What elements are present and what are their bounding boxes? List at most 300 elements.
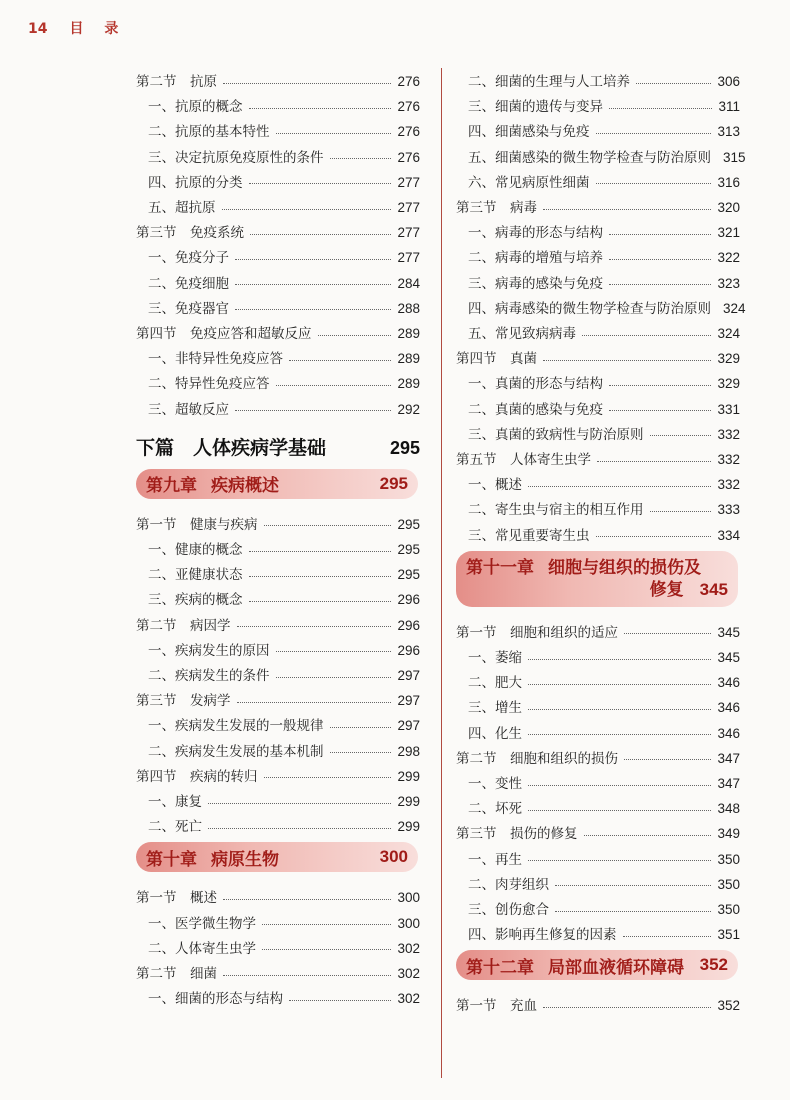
toc-subsection[interactable] xyxy=(456,146,746,166)
entry-page-number: 348 xyxy=(717,801,740,817)
toc-subsection[interactable] xyxy=(456,70,740,90)
leader-dots xyxy=(609,410,711,411)
toc-row xyxy=(456,994,740,1014)
entry-page-number: 322 xyxy=(717,250,740,266)
entry-page-number: 284 xyxy=(397,275,420,291)
leader-dots xyxy=(528,684,711,685)
toc-section[interactable] xyxy=(456,621,740,641)
entry-title: 三、细菌的遗传与变异 xyxy=(468,99,603,116)
leader-dots xyxy=(543,209,711,210)
toc-row xyxy=(136,614,420,634)
leader-dots xyxy=(249,576,392,577)
leader-dots xyxy=(650,435,712,436)
toc-subsection[interactable] xyxy=(456,423,740,443)
leader-dots xyxy=(528,709,711,710)
entry-title: 三、疾病的概念 xyxy=(148,592,243,609)
toc-row xyxy=(136,70,420,90)
leader-dots xyxy=(650,511,712,512)
entry-page-number: 346 xyxy=(717,700,740,716)
entry-title: 第一节 充血 xyxy=(456,998,537,1015)
toc-section[interactable] xyxy=(456,822,740,842)
entry-title: 第四节 免疫应答和超敏反应 xyxy=(136,326,312,342)
leader-dots xyxy=(223,975,391,976)
toc-row xyxy=(136,398,420,418)
entry-title: 五、常见致病病毒 xyxy=(468,326,576,342)
entry-page-number: 345 xyxy=(717,650,740,665)
toc-subsection[interactable] xyxy=(136,937,420,957)
leader-dots xyxy=(223,899,391,900)
entry-title: 二、肥大 xyxy=(468,675,522,692)
toc-chapter-banner[interactable] xyxy=(136,469,418,499)
entry-page-number: 276 xyxy=(397,149,420,165)
leader-dots xyxy=(276,133,392,134)
entry-title: 第四节 疾病的转归 xyxy=(136,768,258,785)
toc-row xyxy=(136,372,420,392)
toc-chapter-banner[interactable] xyxy=(456,551,738,607)
toc-row xyxy=(456,196,740,216)
chapter-title: 局部血液循环障碍 xyxy=(548,957,684,978)
toc-section[interactable] xyxy=(136,614,420,634)
chapter-title-cont: 修复 xyxy=(649,579,684,600)
entry-title: 四、化生 xyxy=(468,725,522,742)
entry-title: 二、肉芽组织 xyxy=(468,876,549,893)
leader-dots xyxy=(208,803,391,804)
leader-dots xyxy=(262,924,391,925)
toc-row xyxy=(456,923,740,943)
chapter-title: 疾病概述 xyxy=(211,476,279,497)
entry-page-number: 332 xyxy=(717,477,740,493)
toc-row xyxy=(136,987,420,1007)
entry-title: 二、寄生虫与宿主的相互作用 xyxy=(468,502,644,519)
toc-subsection[interactable] xyxy=(456,322,740,342)
entry-title: 第三节 免疫系统 xyxy=(136,225,244,242)
toc-subsection[interactable] xyxy=(136,196,420,216)
toc-subsection[interactable] xyxy=(136,146,420,166)
entry-page-number: 323 xyxy=(717,275,740,291)
toc-row xyxy=(136,639,420,659)
toc-row xyxy=(456,272,740,292)
entry-page-number: 351 xyxy=(717,927,740,943)
toc-row xyxy=(136,842,420,872)
toc-row xyxy=(456,372,740,392)
toc-subsection[interactable] xyxy=(136,120,420,140)
toc-section[interactable] xyxy=(136,765,420,785)
toc-subsection[interactable] xyxy=(456,797,740,817)
entry-title: 五、细菌感染的微生物学检查与防治原则 xyxy=(468,149,711,166)
chapter-number: 第十一章 xyxy=(466,557,534,578)
toc-subsection[interactable] xyxy=(456,696,740,716)
entry-page-number: 302 xyxy=(397,991,420,1007)
toc-section[interactable] xyxy=(136,221,420,241)
toc-subsection[interactable] xyxy=(136,171,420,191)
leader-dots xyxy=(289,360,391,361)
entry-page-number: 297 xyxy=(397,693,420,709)
toc-chapter-banner[interactable] xyxy=(456,950,738,980)
entry-page-number: 295 xyxy=(397,567,420,583)
toc-row xyxy=(456,621,740,641)
entry-title: 二、细菌的生理与人工培养 xyxy=(468,74,630,90)
leader-dots xyxy=(528,860,711,861)
entry-title: 一、细菌的形态与结构 xyxy=(148,991,283,1008)
entry-page-number: 321 xyxy=(717,225,740,241)
toc-subsection[interactable] xyxy=(456,221,740,241)
entry-title: 二、亚健康状态 xyxy=(148,567,243,584)
leader-dots xyxy=(624,633,711,634)
chapter-number: 第十二章 xyxy=(466,957,534,978)
entry-page-number: 289 xyxy=(397,376,420,392)
entry-page-number: 299 xyxy=(397,819,420,835)
toc-subsection[interactable] xyxy=(136,372,420,392)
leader-dots xyxy=(609,108,712,109)
entry-page-number: 302 xyxy=(397,966,420,981)
toc-row xyxy=(456,898,740,918)
leader-dots xyxy=(276,651,392,652)
toc-section[interactable] xyxy=(136,689,420,709)
leader-dots xyxy=(609,259,711,260)
toc-row xyxy=(136,433,420,460)
chapter-number: 第十章 xyxy=(146,849,197,870)
entry-title: 第一节 细胞和组织的适应 xyxy=(456,624,618,641)
toc-subsection[interactable] xyxy=(136,740,420,760)
entry-page-number: 346 xyxy=(717,675,740,691)
part-page-number: 295 xyxy=(389,437,420,458)
entry-page-number: 295 xyxy=(397,542,420,557)
toc-row xyxy=(456,146,746,166)
entry-page-number: 277 xyxy=(397,200,420,215)
toc-row xyxy=(136,196,420,216)
toc-row xyxy=(456,398,740,418)
leader-dots xyxy=(555,885,711,886)
entry-title: 二、疾病发生的条件 xyxy=(148,668,270,684)
entry-page-number: 334 xyxy=(717,527,740,543)
leader-dots xyxy=(276,385,392,386)
toc-subsection[interactable] xyxy=(136,95,420,115)
leader-dots xyxy=(235,410,391,411)
toc-subsection[interactable] xyxy=(136,664,420,684)
entry-page-number: 302 xyxy=(397,940,420,956)
chapter-title: 病原生物 xyxy=(211,849,279,870)
toc-row xyxy=(136,221,420,241)
toc-section[interactable] xyxy=(136,70,420,90)
toc-subsection[interactable] xyxy=(456,772,740,792)
toc-row xyxy=(456,347,740,367)
toc-section[interactable] xyxy=(456,994,740,1014)
toc-subsection[interactable] xyxy=(456,473,740,493)
entry-page-number: 324 xyxy=(723,300,746,316)
toc-row xyxy=(136,272,420,292)
page-header xyxy=(28,18,126,38)
toc-row xyxy=(136,297,420,317)
toc-subsection[interactable] xyxy=(136,987,420,1007)
entry-page-number: 289 xyxy=(397,351,420,367)
leader-dots xyxy=(624,759,711,760)
entry-page-number: 329 xyxy=(717,351,740,367)
toc-row xyxy=(456,473,740,493)
entry-title: 三、免疫器官 xyxy=(148,300,229,317)
leader-dots xyxy=(596,183,712,184)
entry-title: 四、抗原的分类 xyxy=(148,174,243,191)
entry-title: 四、影响再生修复的因素 xyxy=(468,927,617,944)
entry-title: 三、病毒的感染与免疫 xyxy=(468,275,603,292)
toc-subsection[interactable] xyxy=(456,848,740,868)
entry-page-number: 292 xyxy=(397,401,420,417)
entry-page-number: 300 xyxy=(397,915,420,931)
leader-dots xyxy=(264,525,392,526)
part-title: 下篇 人体疾病学基础 xyxy=(136,436,327,459)
leader-dots xyxy=(582,335,711,336)
entry-title: 二、真菌的感染与免疫 xyxy=(468,401,603,418)
page-title: 目 录 xyxy=(69,21,127,37)
toc-row xyxy=(456,696,740,716)
entry-title: 二、免疫细胞 xyxy=(148,275,229,292)
toc-row xyxy=(136,815,420,835)
entry-title: 一、非特异性免疫应答 xyxy=(148,351,283,368)
toc-row xyxy=(136,171,420,191)
toc-subsection[interactable] xyxy=(456,646,740,666)
toc-row xyxy=(456,747,740,767)
entry-page-number: 332 xyxy=(717,452,740,467)
entry-title: 第三节 发病学 xyxy=(136,693,231,710)
chapter-title: 细胞与组织的损伤及 xyxy=(548,557,701,578)
toc-subsection[interactable] xyxy=(456,524,740,544)
toc-section[interactable] xyxy=(456,347,740,367)
leader-dots xyxy=(528,486,711,487)
entry-page-number: 297 xyxy=(397,668,420,683)
leader-dots xyxy=(223,83,391,84)
entry-title: 一、再生 xyxy=(468,851,522,868)
toc-row xyxy=(136,538,420,558)
leader-dots xyxy=(623,936,712,937)
leader-dots xyxy=(555,911,711,912)
toc-chapter-banner[interactable] xyxy=(136,842,418,872)
toc-subsection[interactable] xyxy=(456,246,740,266)
toc-section[interactable] xyxy=(136,962,420,982)
toc-row xyxy=(456,70,740,90)
toc-row xyxy=(456,524,740,544)
entry-title: 第二节 抗原 xyxy=(136,74,217,90)
entry-title: 一、萎缩 xyxy=(468,650,522,666)
leader-dots xyxy=(249,108,392,109)
leader-dots xyxy=(609,234,711,235)
entry-page-number: 299 xyxy=(397,794,420,809)
toc-row xyxy=(136,664,420,684)
entry-title: 三、创伤愈合 xyxy=(468,902,549,918)
entry-page-number: 349 xyxy=(717,826,740,842)
toc-row xyxy=(456,822,740,842)
leader-dots xyxy=(222,209,392,210)
entry-page-number: 276 xyxy=(397,124,420,140)
toc-row xyxy=(136,689,420,709)
toc-subsection[interactable] xyxy=(456,722,740,742)
entry-page-number: 311 xyxy=(718,99,740,115)
toc-row xyxy=(456,873,740,893)
entry-title: 第一节 健康与疾病 xyxy=(136,516,258,533)
chapter-label xyxy=(466,953,684,978)
entry-page-number: 352 xyxy=(717,998,740,1014)
entry-title: 一、抗原的概念 xyxy=(148,99,243,116)
entry-title: 一、真菌的形态与结构 xyxy=(468,376,603,393)
toc-subsection[interactable] xyxy=(136,297,420,317)
entry-title: 四、细菌感染与免疫 xyxy=(468,124,590,141)
entry-page-number: 350 xyxy=(717,902,740,917)
entry-page-number: 277 xyxy=(397,225,420,241)
leader-dots xyxy=(609,385,711,386)
leader-dots xyxy=(235,309,391,310)
leader-dots xyxy=(235,259,391,260)
toc-subsection[interactable] xyxy=(456,923,740,943)
entry-page-number: 347 xyxy=(717,750,740,766)
entry-title: 第三节 损伤的修复 xyxy=(456,826,578,843)
toc-subsection[interactable] xyxy=(136,790,420,810)
toc-row xyxy=(456,246,740,266)
entry-page-number: 347 xyxy=(717,776,740,791)
toc-subsection[interactable] xyxy=(136,563,420,583)
toc-row xyxy=(456,171,740,191)
toc-row xyxy=(456,848,740,868)
chapter-number: 第九章 xyxy=(146,476,197,497)
toc-subsection[interactable] xyxy=(456,398,740,418)
entry-page-number: 297 xyxy=(397,718,420,734)
leader-dots xyxy=(249,183,392,184)
toc-row xyxy=(456,95,740,115)
toc-section[interactable] xyxy=(456,448,740,468)
entry-title: 一、康复 xyxy=(148,794,202,810)
leader-dots xyxy=(264,777,392,778)
toc-subsection[interactable] xyxy=(456,297,746,317)
entry-page-number: 300 xyxy=(397,890,420,906)
toc-subsection[interactable] xyxy=(136,815,420,835)
toc-row xyxy=(136,962,420,982)
toc-row xyxy=(136,513,420,533)
leader-dots xyxy=(208,828,391,829)
toc-subsection[interactable] xyxy=(136,398,420,418)
entry-title: 第二节 细菌 xyxy=(136,966,217,982)
chapter-label xyxy=(146,471,279,496)
leader-dots xyxy=(330,752,392,753)
entry-page-number: 288 xyxy=(397,300,420,316)
chapter-page-number: 295 xyxy=(379,473,408,493)
entry-title: 一、变性 xyxy=(468,776,522,792)
toc-row xyxy=(456,423,740,443)
leader-dots xyxy=(597,461,711,462)
column-divider xyxy=(441,68,442,1078)
toc-row xyxy=(456,498,740,518)
toc-subsection[interactable] xyxy=(456,873,740,893)
leader-dots xyxy=(237,702,392,703)
leader-dots xyxy=(609,284,711,285)
toc-subsection[interactable] xyxy=(136,912,420,932)
entry-title: 五、超抗原 xyxy=(148,200,216,216)
toc-subsection[interactable] xyxy=(136,246,420,266)
entry-page-number: 299 xyxy=(397,768,420,784)
toc-subsection[interactable] xyxy=(456,171,740,191)
entry-title: 一、医学微生物学 xyxy=(148,915,256,932)
entry-page-number: 298 xyxy=(397,743,420,759)
toc-row xyxy=(136,120,420,140)
entry-title: 二、特异性免疫应答 xyxy=(148,376,270,393)
toc-row xyxy=(456,120,740,140)
toc-subsection[interactable] xyxy=(456,95,740,115)
toc-subsection[interactable] xyxy=(136,272,420,292)
toc-row xyxy=(136,886,420,906)
leader-dots xyxy=(330,727,392,728)
toc-subsection[interactable] xyxy=(136,347,420,367)
entry-page-number: 296 xyxy=(397,592,420,608)
leader-dots xyxy=(235,284,391,285)
toc-subsection[interactable] xyxy=(456,120,740,140)
leader-dots xyxy=(528,785,711,786)
toc-section[interactable] xyxy=(136,322,420,342)
toc-row xyxy=(456,772,740,792)
entry-title: 二、人体寄生虫学 xyxy=(148,940,256,957)
entry-page-number: 296 xyxy=(397,642,420,658)
toc-subsection[interactable] xyxy=(136,588,420,608)
leader-dots xyxy=(276,677,392,678)
toc-subsection[interactable] xyxy=(456,898,740,918)
toc-row xyxy=(136,246,420,266)
toc-row xyxy=(456,646,740,666)
toc-subsection[interactable] xyxy=(456,372,740,392)
toc-row xyxy=(136,714,420,734)
toc-row xyxy=(136,347,420,367)
entry-title: 第五节 人体寄生虫学 xyxy=(456,452,591,468)
toc-row xyxy=(456,722,740,742)
entry-page-number: 350 xyxy=(717,876,740,892)
entry-page-number: 333 xyxy=(717,502,740,518)
toc-section[interactable] xyxy=(136,513,420,533)
entry-title: 三、决定抗原免疫原性的条件 xyxy=(148,149,324,166)
leader-dots xyxy=(318,335,392,336)
toc-part-heading[interactable] xyxy=(136,433,420,460)
leader-dots xyxy=(528,810,711,811)
entry-title: 一、疾病发生发展的一般规律 xyxy=(148,718,324,735)
leader-dots xyxy=(596,133,712,134)
toc-subsection[interactable] xyxy=(136,538,420,558)
toc-subsection[interactable] xyxy=(136,639,420,659)
toc-section[interactable] xyxy=(456,747,740,767)
leader-dots xyxy=(596,536,712,537)
entry-title: 二、病毒的增殖与培养 xyxy=(468,250,603,267)
leader-dots xyxy=(330,158,392,159)
toc-row xyxy=(456,322,740,342)
leader-dots xyxy=(237,626,392,627)
entry-title: 六、常见病原性细菌 xyxy=(468,174,590,191)
page-number: 14 xyxy=(28,21,48,37)
toc-row xyxy=(136,912,420,932)
entry-title: 一、健康的概念 xyxy=(148,542,243,558)
leader-dots xyxy=(262,949,391,950)
toc-subsection[interactable] xyxy=(456,272,740,292)
toc-subsection[interactable] xyxy=(456,671,740,691)
entry-title: 二、死亡 xyxy=(148,819,202,836)
entry-page-number: 277 xyxy=(397,174,420,190)
entry-title: 二、抗原的基本特性 xyxy=(148,124,270,141)
toc-subsection[interactable] xyxy=(456,498,740,518)
toc-section[interactable] xyxy=(456,196,740,216)
toc-row xyxy=(136,937,420,957)
entry-title: 三、超敏反应 xyxy=(148,401,229,418)
toc-row xyxy=(456,671,740,691)
entry-page-number: 277 xyxy=(397,250,420,266)
entry-title: 第三节 病毒 xyxy=(456,200,537,216)
entry-title: 第二节 病因学 xyxy=(136,617,231,634)
toc-row xyxy=(136,563,420,583)
entry-title: 一、概述 xyxy=(468,477,522,494)
leader-dots xyxy=(636,83,711,84)
toc-section[interactable] xyxy=(136,886,420,906)
toc-subsection[interactable] xyxy=(136,714,420,734)
entry-page-number: 276 xyxy=(397,99,420,115)
